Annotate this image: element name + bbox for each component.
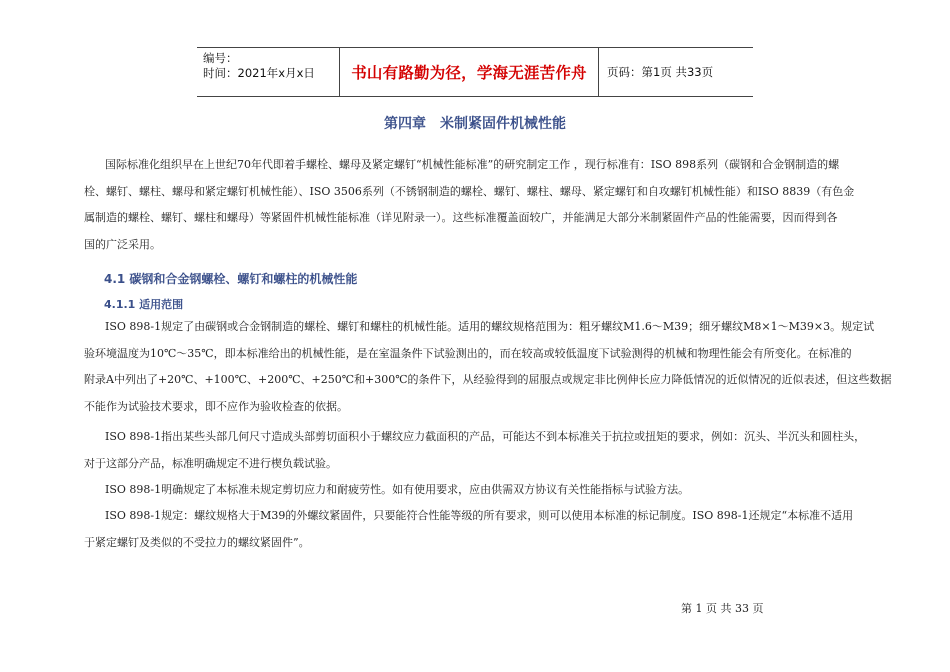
chapter-name: 米制紧固件机械性能	[440, 116, 566, 132]
text-line: 栓、螺钉、螺柱、螺母和紧定螺钉机械性能）、ISO 3506系列（不锈钢制造的螺栓、螺钉、螺柱、螺母、紧定螺钉和自攻螺钉机械性能）和ISO 8839（有色金	[84, 184, 855, 198]
text-line: ISO 898-1规定：螺纹规格大于M39的外螺纹紧固件，只要能符合性能等级的所有要求，则可以使用本标准的标记制度。ISO 898-1还规定“本标准不适用	[105, 509, 854, 522]
text-line: ISO 898-1明确规定了本标准未规定剪切应力和耐疲劳性。如有使用要求，应由供需双方协议有关性能指标与试验方法。	[105, 483, 690, 496]
text-line: 验环境温度为10℃～35℃，即本标准给出的机械性能，是在室温条件下试验测出的，而在较高或较低温度下试验测得的机械和物理性能会有所变化。在标准的	[84, 346, 852, 360]
header-table	[197, 47, 753, 97]
paragraph-marking	[84, 503, 874, 556]
text-line: 于紧定螺钉及类似的不受拉力的螺纹紧固件”。	[84, 535, 310, 549]
text-line: ISO 898-1规定了由碳钢或合金钢制造的螺栓、螺钉和螺柱的机械性能。适用的螺纹规格范围为：粗牙螺纹M1.6～M39；细牙螺纹M8×1～M39×3。规定试	[105, 320, 875, 333]
chapter-number: 第四章	[384, 116, 426, 132]
page-code: 页码：第1页 共33页	[607, 65, 714, 79]
number-label: 编号：	[203, 51, 238, 65]
paragraph-head-geometry	[84, 424, 874, 477]
text-line: 属制造的螺栓、螺钉、螺柱和螺母）等紧固件机械性能标准（详见附录一）。这些标准覆盖面较广，并能满足大部分米制紧固件产品的性能需要，因而得到各	[84, 211, 838, 224]
paragraph-scope	[84, 314, 892, 420]
header-info-cell	[197, 48, 340, 96]
text-line: ISO 898-1指出某些头部几何尺寸造成头部剪切面积小于螺纹应力截面积的产品，可能达不到本标准关于抗拉或扭矩的要求，例如：沉头、半沉头和圆柱头，	[105, 430, 866, 443]
text-line: 国的广泛采用。	[84, 237, 161, 251]
time-label: 时间：2021年x月x日	[203, 66, 315, 80]
text-line: 对于这部分产品，标准明确规定不进行楔负载试验。	[84, 456, 337, 470]
text-line: 附录A中列出了+20℃、+100℃、+200℃、+250℃和+300℃的条件下，从经验得到的屈服点或规定非比例伸长应力降低情况的近似情况的近似表述，但这些数据	[84, 373, 892, 386]
motto: 书山有路勤为径，学海无涯苦作舟	[340, 48, 599, 96]
section-heading-4-1-1: 4.1.1 适用范围	[104, 298, 184, 311]
section-heading-4-1: 4.1 碳钢和合金钢螺栓、螺钉和螺柱的机械性能	[104, 272, 358, 286]
text-line: 国际标准化组织早在上世纪70年代即着手螺栓、螺母及紧定螺钉“机械性能标准”的研究制定工作 ，现行标准有：ISO 898系列（碳钢和合金钢制造的螺	[105, 158, 840, 171]
page-footer: 第 1 页 共 33 页	[681, 602, 764, 615]
paragraph-shear-fatigue	[84, 477, 874, 504]
intro-paragraph	[84, 152, 874, 258]
text-line: 不能作为试验技术要求，即不应作为验收检查的依据。	[84, 399, 348, 413]
chapter-title	[0, 113, 950, 133]
